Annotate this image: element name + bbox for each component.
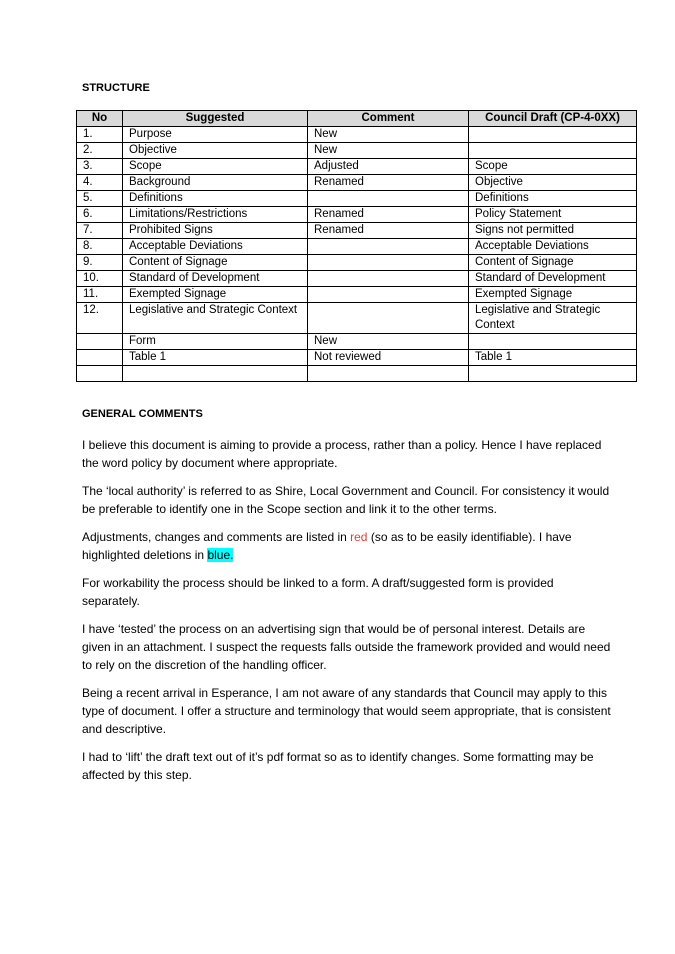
cell-suggested: Legislative and Strategic Context [123, 303, 308, 334]
table-row [77, 334, 637, 350]
comment-paragraph: I have ‘tested’ the process on an advertising sign that would be of personal interest. Details are given in an attachment. I suspect the requests falls outside the framework provided and would need to rely on the discretion of the handling officer. [82, 622, 611, 672]
table-row [77, 303, 637, 334]
cell-comment: New [308, 127, 469, 143]
red-word: red [350, 530, 368, 544]
cell-no: 7. [77, 223, 123, 239]
cell-no: 12. [77, 303, 123, 334]
cell-council: Exempted Signage [469, 287, 637, 303]
table-row [77, 175, 637, 191]
cell-council: Content of Signage [469, 255, 637, 271]
cell-comment: Not reviewed [308, 350, 469, 366]
cell-suggested [123, 366, 308, 382]
cell-comment [308, 303, 469, 334]
table-row [77, 223, 637, 239]
comment-paragraph: The ‘local authority’ is referred to as Shire, Local Government and Council. For consistency it would be preferable to identify one in the Scope section and link it to the other terms. [82, 484, 610, 516]
cell-no: 10. [77, 271, 123, 287]
cell-council: Standard of Development [469, 271, 637, 287]
comment-paragraph: I believe this document is aiming to provide a process, rather than a policy. Hence I have replaced the word policy by document where appropriate. [82, 438, 602, 470]
paragraph-text: Adjustments, changes and comments are listed in [82, 530, 351, 544]
cell-suggested: Exempted Signage [123, 287, 308, 303]
cell-council: Legislative and Strategic Context [469, 303, 637, 334]
column-header-suggested: Suggested [123, 111, 308, 127]
cell-council: Table 1 [469, 350, 637, 366]
comment-paragraph-colors [82, 528, 612, 564]
cell-comment: Renamed [308, 207, 469, 223]
cell-suggested: Background [123, 175, 308, 191]
cell-suggested: Purpose [123, 127, 308, 143]
cell-comment: New [308, 334, 469, 350]
table-row [77, 255, 637, 271]
cell-council [469, 334, 637, 350]
cell-suggested: Form [123, 334, 308, 350]
table-row [77, 127, 637, 143]
cell-council: Policy Statement [469, 207, 637, 223]
cell-no: 1. [77, 127, 123, 143]
table-row [77, 239, 637, 255]
table-row [77, 287, 637, 303]
cell-council: Scope [469, 159, 637, 175]
cell-no: 8. [77, 239, 123, 255]
cell-council: Signs not permitted [469, 223, 637, 239]
cell-council [469, 143, 637, 159]
cell-no: 6. [77, 207, 123, 223]
cell-comment: Renamed [308, 175, 469, 191]
cell-council [469, 366, 637, 382]
cell-no: 9. [77, 255, 123, 271]
cell-comment [308, 239, 469, 255]
cell-suggested: Definitions [123, 191, 308, 207]
table-header-row [77, 111, 637, 127]
cell-comment: Renamed [308, 223, 469, 239]
column-header-comment: Comment [308, 111, 469, 127]
cell-suggested: Content of Signage [123, 255, 308, 271]
cell-no: 5. [77, 191, 123, 207]
cell-comment [308, 191, 469, 207]
highlighted-word: blue. [207, 548, 234, 562]
cell-no [77, 366, 123, 382]
general-comments-heading: GENERAL COMMENTS [82, 408, 203, 420]
cell-council [469, 127, 637, 143]
cell-suggested: Standard of Development [123, 271, 308, 287]
cell-suggested: Limitations/Restrictions [123, 207, 308, 223]
cell-council: Objective [469, 175, 637, 191]
cell-suggested: Acceptable Deviations [123, 239, 308, 255]
cell-no: 11. [77, 287, 123, 303]
cell-comment [308, 271, 469, 287]
structure-heading: STRUCTURE [82, 82, 150, 94]
paragraph-text: (so as to be easily identifiable). I have highlighted deletions in [82, 530, 572, 562]
comment-paragraph: I had to ‘lift’ the draft text out of it’s pdf format so as to identify changes. Some formatting may be affected by this step. [82, 750, 594, 782]
structure-table [76, 110, 637, 382]
cell-no: 3. [77, 159, 123, 175]
cell-suggested: Scope [123, 159, 308, 175]
cell-council: Acceptable Deviations [469, 239, 637, 255]
comment-paragraph: Being a recent arrival in Esperance, I am not aware of any standards that Council may apply to this type of document. I offer a structure and terminology that would seem appropriate, that is consistent and descriptive. [82, 686, 611, 736]
cell-no: 4. [77, 175, 123, 191]
cell-suggested: Table 1 [123, 350, 308, 366]
cell-comment: New [308, 143, 469, 159]
comment-paragraph: For workability the process should be linked to a form. A draft/suggested form is provided separately. [82, 576, 554, 608]
cell-comment [308, 287, 469, 303]
table-row [77, 191, 637, 207]
table-row [77, 159, 637, 175]
cell-no [77, 350, 123, 366]
cell-comment [308, 255, 469, 271]
cell-comment [308, 366, 469, 382]
table-row [77, 366, 637, 382]
cell-comment: Adjusted [308, 159, 469, 175]
cell-no: 2. [77, 143, 123, 159]
table-row [77, 271, 637, 287]
cell-suggested: Prohibited Signs [123, 223, 308, 239]
column-header-no: No [77, 111, 123, 127]
table-row [77, 143, 637, 159]
cell-council: Definitions [469, 191, 637, 207]
column-header-council-draft: Council Draft (CP-4-0XX) [469, 111, 637, 127]
cell-no [77, 334, 123, 350]
general-comments-body [82, 436, 612, 794]
table-row [77, 350, 637, 366]
table-row [77, 207, 637, 223]
cell-suggested: Objective [123, 143, 308, 159]
